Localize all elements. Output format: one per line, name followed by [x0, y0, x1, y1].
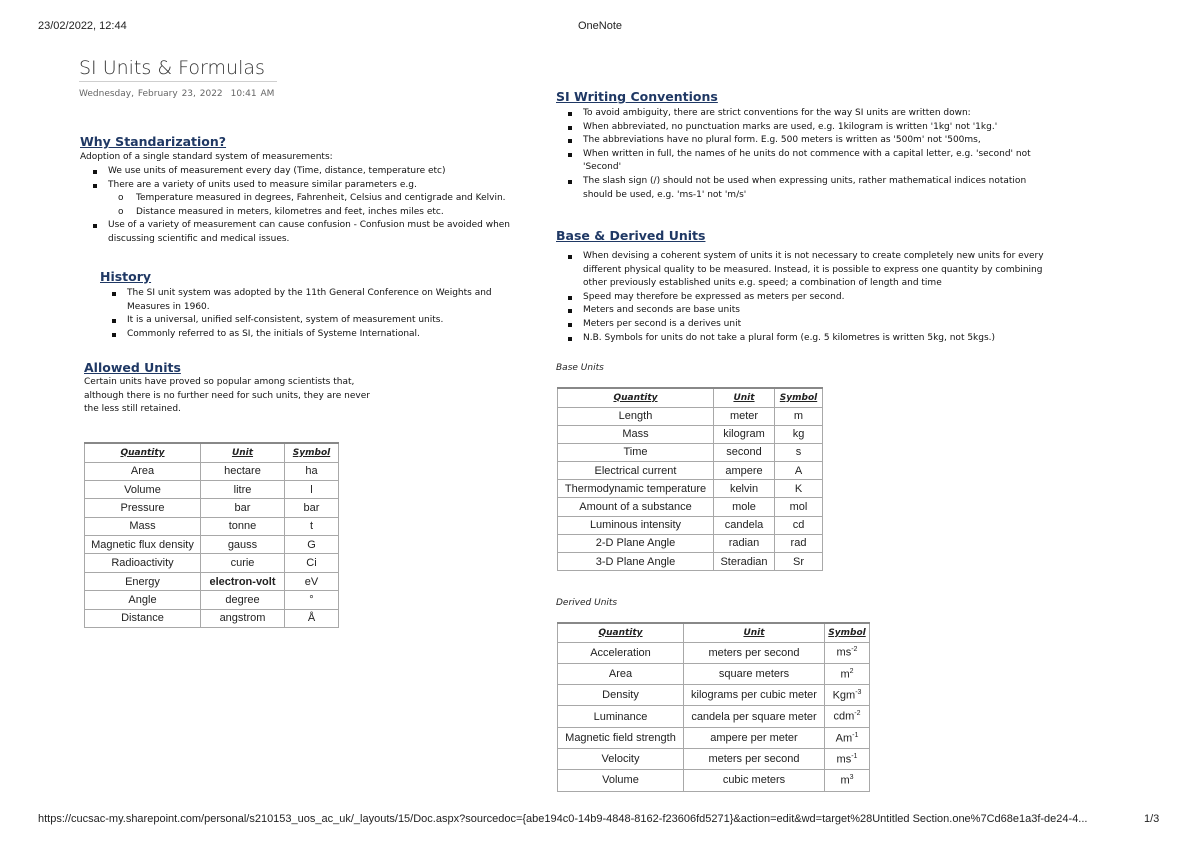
cell-unit: kilograms per cubic meter — [684, 685, 825, 706]
cell-quantity: Velocity — [558, 748, 684, 769]
base-derived-bullet: Meters per second is a derives unit — [563, 318, 1055, 332]
cell-symbol: l — [285, 480, 339, 498]
cell-quantity: Volume — [558, 770, 684, 791]
cell-unit: cubic meters — [684, 770, 825, 791]
cell-symbol — [825, 770, 870, 791]
col-header-symbol: Symbol — [285, 443, 339, 462]
symbol-base: Kgm — [832, 689, 856, 702]
why-bullet-text: There are a variety of units used to measure similar parameters e.g. — [108, 179, 417, 190]
cell-symbol — [825, 748, 870, 769]
cell-unit: meter — [714, 407, 775, 425]
cell-symbol — [825, 642, 870, 663]
writing-heading: SI Writing Conventions — [556, 89, 718, 104]
cell-symbol: eV — [285, 572, 339, 590]
writing-list — [563, 107, 1058, 202]
cell-unit: tonne — [201, 517, 285, 535]
table-row — [85, 517, 339, 535]
table-row — [558, 498, 823, 516]
base-derived-bullet: Speed may therefore be expressed as meters per second. — [563, 291, 1055, 305]
history-list — [107, 287, 527, 341]
print-page-number: 1/3 — [1144, 813, 1160, 825]
cell-quantity: Luminance — [558, 706, 684, 727]
cell-quantity: 2-D Plane Angle — [558, 534, 714, 552]
writing-bullet: To avoid ambiguity, there are strict conventions for the way SI units are written down: — [563, 107, 1058, 121]
symbol-exponent: -1 — [851, 752, 858, 760]
why-bullet: Use of a variety of measurement can cause confusion - Confusion must be avoided when discussing scientific and medical issues. — [88, 219, 538, 246]
cell-symbol: kg — [775, 425, 823, 443]
col-header-quantity: Quantity — [85, 443, 201, 462]
cell-quantity: Mass — [85, 517, 201, 535]
cell-unit: square meters — [684, 663, 825, 684]
cell-unit: second — [714, 443, 775, 461]
symbol-exponent: -1 — [852, 731, 859, 739]
col-header-unit: Unit — [714, 388, 775, 407]
cell-symbol: G — [285, 536, 339, 554]
table-row — [85, 536, 339, 554]
symbol-exponent: -2 — [851, 646, 858, 654]
cell-symbol: m — [775, 407, 823, 425]
table-row — [558, 516, 823, 534]
cell-unit: bar — [201, 499, 285, 517]
symbol-base: m — [840, 774, 850, 787]
base-derived-bullet: When devising a coherent system of units it is not necessary to create completely new units for every different physical quality to be measured. Instead, it is possible to express one quantity by combining other previously established units e.g. speed; a combination of length and time — [563, 250, 1055, 291]
why-sublist — [112, 192, 538, 219]
symbol-exponent: 3 — [849, 774, 854, 782]
cell-symbol — [825, 663, 870, 684]
cell-symbol: Sr — [775, 553, 823, 571]
cell-symbol: bar — [285, 499, 339, 517]
cell-quantity: Density — [558, 685, 684, 706]
cell-symbol: mol — [775, 498, 823, 516]
allowed-units-table — [84, 442, 339, 628]
cell-symbol: A — [775, 462, 823, 480]
why-bullet — [88, 179, 538, 220]
writing-bullet: When abbreviated, no punctuation marks are used, e.g. 1kilogram is written '1kg' not '1kg.' — [563, 121, 1058, 135]
symbol-base: cdm — [833, 710, 855, 723]
cell-quantity: Distance — [85, 609, 201, 627]
cell-quantity: 3-D Plane Angle — [558, 553, 714, 571]
page-title[interactable]: SI Units & Formulas — [79, 57, 277, 82]
cell-unit: Steradian — [714, 553, 775, 571]
base-units-caption: Base Units — [556, 363, 604, 373]
cell-quantity: Electrical current — [558, 462, 714, 480]
derived-units-table — [557, 622, 870, 792]
history-heading: History — [100, 269, 152, 284]
cell-quantity: Radioactivity — [85, 554, 201, 572]
symbol-base: m — [840, 668, 850, 681]
symbol-base: Am — [835, 732, 853, 745]
page-date-text: Wednesday, February 23, 2022 — [79, 89, 223, 99]
history-bullet: Commonly referred to as SI, the initials of Systeme International. — [107, 328, 527, 342]
cell-symbol: s — [775, 443, 823, 461]
table-row — [558, 443, 823, 461]
col-header-symbol: Symbol — [825, 623, 870, 642]
cell-unit: angstrom — [201, 609, 285, 627]
table-row — [558, 727, 870, 748]
print-app-name: OneNote — [577, 20, 623, 32]
cell-unit: litre — [201, 480, 285, 498]
cell-unit: electron-volt — [201, 572, 285, 590]
cell-symbol — [825, 727, 870, 748]
print-datetime: 23/02/2022, 12:44 — [38, 20, 127, 32]
cell-quantity: Length — [558, 407, 714, 425]
table-row — [85, 462, 339, 480]
cell-quantity: Magnetic flux density — [85, 536, 201, 554]
cell-symbol — [825, 706, 870, 727]
allowed-heading: Allowed Units — [84, 360, 181, 375]
cell-quantity: Acceleration — [558, 642, 684, 663]
cell-unit: candela — [714, 516, 775, 534]
cell-quantity: Amount of a substance — [558, 498, 714, 516]
table-row — [558, 748, 870, 769]
table-row — [85, 572, 339, 590]
cell-symbol: cd — [775, 516, 823, 534]
writing-bullet: The slash sign (/) should not be used when expressing units, rather mathematical indices notation should be used, e.g. 'ms-1' not 'm/s' — [563, 175, 1058, 202]
cell-unit: candela per square meter — [684, 706, 825, 727]
symbol-exponent: -3 — [855, 688, 862, 696]
cell-symbol: Å — [285, 609, 339, 627]
base-derived-bullet: N.B. Symbols for units do not take a plural form (e.g. 5 kilometres is written 5kg, not 5kgs.) — [563, 332, 1055, 346]
cell-quantity: Magnetic field strength — [558, 727, 684, 748]
cell-unit: radian — [714, 534, 775, 552]
base-derived-bullet: Meters and seconds are base units — [563, 304, 1055, 318]
page-date — [79, 89, 274, 99]
cell-unit: curie — [201, 554, 285, 572]
cell-symbol: ha — [285, 462, 339, 480]
table-row — [558, 553, 823, 571]
cell-symbol — [825, 685, 870, 706]
cell-quantity: Pressure — [85, 499, 201, 517]
why-list — [88, 165, 538, 247]
cell-unit: ampere — [714, 462, 775, 480]
col-header-unit: Unit — [201, 443, 285, 462]
cell-symbol: K — [775, 480, 823, 498]
table-row — [85, 480, 339, 498]
cell-quantity: Area — [558, 663, 684, 684]
writing-bullet: When written in full, the names of he units do not commence with a capital letter, e.g. 'second' not 'Second' — [563, 148, 1058, 175]
symbol-base: ms — [836, 646, 852, 659]
symbol-exponent: 2 — [849, 667, 854, 675]
allowed-text: Certain units have proved so popular among scientists that, although there is no further need for such units, they are never the less still retained. — [84, 377, 370, 415]
cell-symbol: t — [285, 517, 339, 535]
why-subbullet: o Temperature measured in degrees, Fahrenheit, Celsius and centigrade and Kelvin. — [112, 192, 538, 206]
cell-quantity: Thermodynamic temperature — [558, 480, 714, 498]
table-row — [558, 685, 870, 706]
table-row — [558, 425, 823, 443]
cell-unit: meters per second — [684, 642, 825, 663]
table-row — [85, 609, 339, 627]
cell-quantity: Volume — [85, 480, 201, 498]
table-row — [558, 642, 870, 663]
base-units-table — [557, 387, 823, 571]
col-header-quantity: Quantity — [558, 623, 684, 642]
cell-quantity: Energy — [85, 572, 201, 590]
base-derived-list — [563, 250, 1055, 345]
table-row — [558, 462, 823, 480]
cell-quantity: Time — [558, 443, 714, 461]
col-header-symbol: Symbol — [775, 388, 823, 407]
table-row — [85, 499, 339, 517]
base-derived-heading: Base & Derived Units — [556, 228, 706, 243]
history-bullet: The SI unit system was adopted by the 11th General Conference on Weights and Measures in 1960. — [107, 287, 527, 314]
print-url[interactable]: https://cucsac-my.sharepoint.com/personal/s210153_uos_ac_uk/_layouts/15/Doc.aspx?sourcedoc={abe194c0-14b9-4848-8162-f23606fd5271}&action=edit&wd=target%28Untitled Section.one%7Cd68e1a3f-de24-4... — [38, 813, 1088, 825]
table-row — [85, 554, 339, 572]
cell-unit: ampere per meter — [684, 727, 825, 748]
history-bullet: It is a universal, unified self-consistent, system of measurement units. — [107, 314, 527, 328]
cell-unit: meters per second — [684, 748, 825, 769]
table-row — [85, 591, 339, 609]
cell-unit: kilogram — [714, 425, 775, 443]
table-row — [558, 480, 823, 498]
table-row — [558, 706, 870, 727]
table-row — [558, 663, 870, 684]
why-heading: Why Standarization? — [80, 134, 227, 149]
page-time-text: 10:41 AM — [230, 89, 275, 99]
why-intro: Adoption of a single standard system of measurements: — [80, 152, 333, 162]
writing-bullet: The abbreviations have no plural form. E.g. 500 meters is written as '500m' not '500ms, — [563, 134, 1058, 148]
cell-unit: kelvin — [714, 480, 775, 498]
cell-quantity: Area — [85, 462, 201, 480]
col-header-quantity: Quantity — [558, 388, 714, 407]
table-row — [558, 770, 870, 791]
cell-unit: gauss — [201, 536, 285, 554]
derived-units-caption: Derived Units — [556, 598, 618, 608]
cell-symbol: rad — [775, 534, 823, 552]
table-row — [558, 534, 823, 552]
symbol-exponent: -2 — [854, 710, 861, 718]
cell-unit: mole — [714, 498, 775, 516]
cell-symbol: Ci — [285, 554, 339, 572]
table-row — [558, 407, 823, 425]
cell-quantity: Luminous intensity — [558, 516, 714, 534]
cell-unit: degree — [201, 591, 285, 609]
col-header-unit: Unit — [684, 623, 825, 642]
cell-quantity: Angle — [85, 591, 201, 609]
why-subbullet: o Distance measured in meters, kilometres and feet, inches miles etc. — [112, 206, 538, 220]
why-bullet: We use units of measurement every day (Time, distance, temperature etc) — [88, 165, 538, 179]
cell-unit: hectare — [201, 462, 285, 480]
symbol-base: ms — [836, 753, 852, 766]
cell-quantity: Mass — [558, 425, 714, 443]
cell-symbol: ° — [285, 591, 339, 609]
